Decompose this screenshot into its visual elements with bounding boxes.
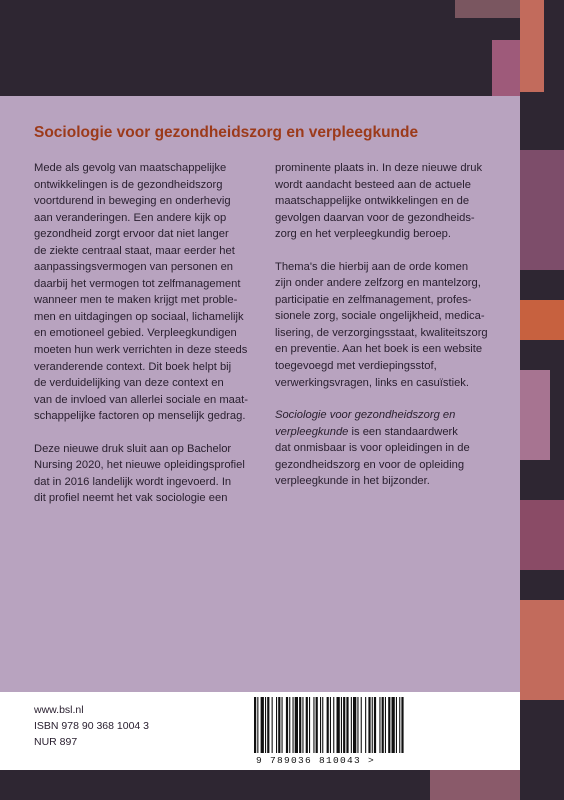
barcode-bar [299,697,301,753]
barcode-bar [295,697,298,753]
blurb-paragraph: Thema's die hierbij aan de orde komen zijn onder andere zelfzorg en mantelzorg, participatie en zelfmanagement, profes- sionele zorg, sociale ongelijkheid, medica- lisering, de verzorgingsstaat, kwaliteitszorg en preventie. Aan het boek is een website toegevoegd met verdiepingsstof, verwerkingsvragen, links en casuïstiek. [275,260,488,389]
barcode-bar [365,697,366,753]
barcode-bar [361,697,362,753]
barcode-bar [302,697,303,753]
barcode-bar [353,697,356,753]
barcode-bar [392,697,395,753]
barcode-bar [306,697,308,753]
barcode-bar [276,697,277,753]
decor-block [455,0,520,18]
barcode-bar [337,697,340,753]
barcode-bar [265,697,266,753]
decor-block [520,0,544,92]
isbn: ISBN 978 90 368 1004 3 [34,720,150,732]
blurb-paragraph: Deze nieuwe druk sluit aan op Bachelor Nursing 2020, het nieuwe opleidingsprofiel dat in 2016 landelijk wordt ingevoerd. In dit profiel neemt het vak sociologie een [34,442,245,505]
barcode-bar [320,697,321,753]
nur-code: NUR 897 [34,736,78,748]
barcode-bar [341,697,342,753]
decor-block [520,500,564,570]
barcode-bar [401,697,403,753]
barcode-bar [327,697,329,753]
blurb-paragraph: prominente plaats in. In deze nieuwe druk wordt aandacht besteed aan de actuele maatschappelijke ontwikkelingen en de gevolgen daarvan voor de gezondheids- zorg en het verpleegkundig beroep. [275,162,483,241]
decor-block [430,770,520,800]
barcode-bar [322,697,323,753]
barcode-bar [333,697,334,753]
barcode-bar [316,697,318,753]
barcode-bar [399,697,400,753]
barcode [240,695,520,770]
barcode-bar [267,697,269,753]
barcode-bar [385,697,386,753]
barcode-bar [357,697,358,753]
barcode-bar [289,697,290,753]
barcode-bar [396,697,397,753]
right-text-column [275,160,511,506]
barcode-bar [272,697,273,753]
barcode-bar [346,697,348,753]
barcode-bar [388,697,390,753]
barcode-bar [382,697,384,753]
barcode-bar [293,697,294,753]
barcode-bar [372,697,373,753]
blurb-paragraph: Sociologie voor gezondheidszorg en verpleegkunde is een standaardwerk dat onmisbaar is voor opleidingen in de gezondheidszorg en voor de opleiding verpleegkunde in het bijzonder. [275,409,470,488]
barcode-bar [286,697,288,753]
decor-block [520,370,550,460]
decor-block [520,300,564,340]
barcode-digits: 9 789036 810043 > [256,755,376,766]
barcode-bar [282,697,283,753]
barcode-bar [257,697,258,753]
barcode-bar [374,697,376,753]
barcode-bar [261,697,264,753]
publisher-website[interactable]: www.bsl.nl [34,704,84,716]
decor-block [520,150,564,270]
decor-block [520,600,564,700]
decor-block [492,40,520,96]
barcode-bar [343,697,345,753]
blurb-paragraph: Mede als gevolg van maatschappelijke ontwikkelingen is de gezondheidszorg voortdurend in beweging en onderhevig aan veranderingen. Een andere kijk op gezondheid zorgt ervoor dat niet langer de ziekte centraal staat, maar eerder het aanpassingsvermogen van personen en daarbij het vermogen tot zelfmanagement wanneer men te maken krijgt met proble- men en uitdagingen op sociaal, lichamelijk en emotioneel gebied. Verpleegkundigen moeten hun werk verrichten in deze steeds veranderende context. Dit boek helpt bij de verduidelijking van deze context en van de invloed van allerlei sociale en maat- schappelijke factoren op menselijk gedrag. [34,162,248,423]
barcode-bar [313,697,314,753]
barcode-bar [278,697,280,753]
barcode-bar [379,697,380,753]
publisher-info [34,702,149,750]
left-text-column [34,160,258,523]
barcode-bar [330,697,331,753]
barcode-bar [351,697,352,753]
book-title: Sociologie voor gezondheidszorg en verpleegkunde [34,124,419,141]
barcode-bar [309,697,310,753]
barcode-bars [250,697,510,755]
barcode-bar [254,697,256,753]
barcode-bar [368,697,370,753]
